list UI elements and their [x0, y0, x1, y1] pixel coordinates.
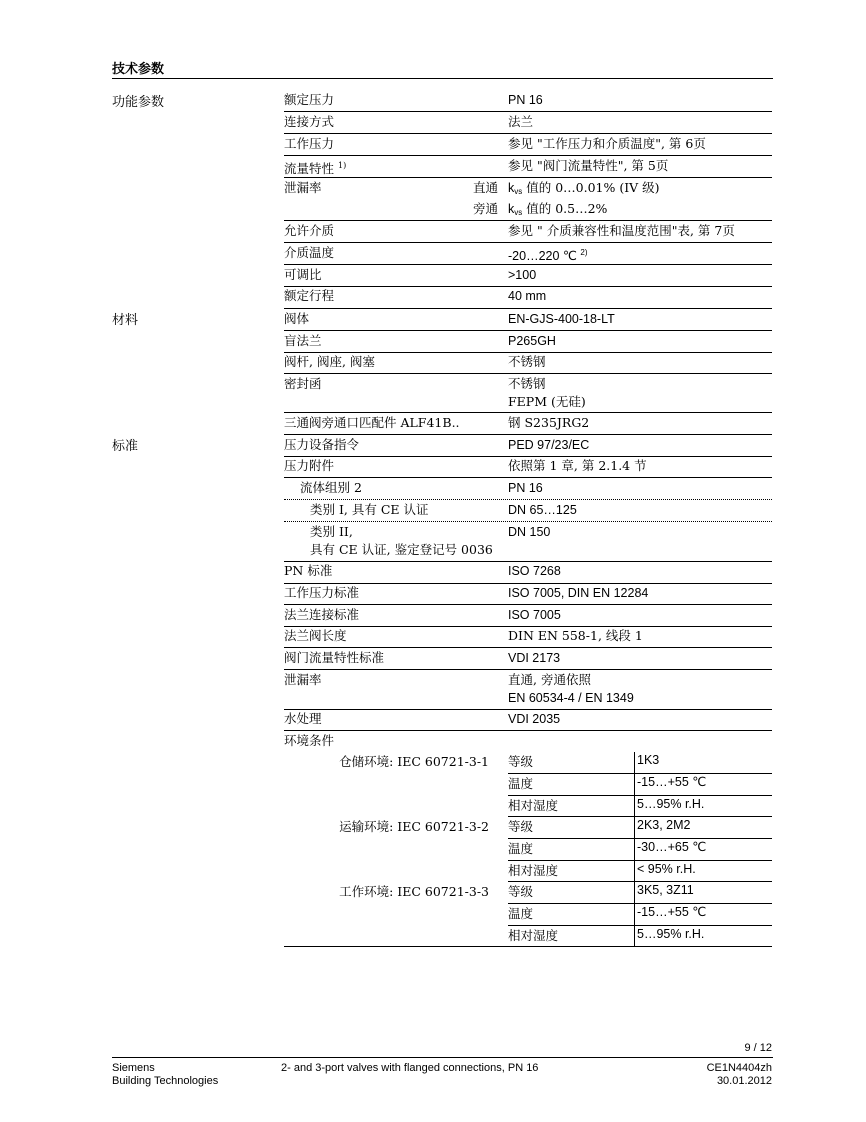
- env-param: 温度: [508, 776, 534, 791]
- env-param: 温度: [508, 906, 534, 921]
- category-1-label: 类别 I, 具有 CE 认证: [310, 502, 429, 517]
- leakage-standard-value: 直通, 旁通依照: [508, 672, 591, 687]
- doc-id: CE1N4404zh: [706, 1062, 772, 1074]
- fluid-group-label: 流体组别 2: [300, 480, 362, 495]
- row-rule: [284, 264, 772, 265]
- gland-value-line2: FEPM (无硅): [508, 394, 586, 409]
- flow-characteristic-label: [284, 157, 346, 178]
- rated-pressure-label: 额定压力: [284, 92, 335, 107]
- bypass-fitting-label: 三通阀旁通口匹配件 ALF41B..: [284, 415, 460, 430]
- gland-value: 不锈钢: [508, 376, 546, 391]
- footer-rule: [112, 1057, 773, 1058]
- section-standards: 标准: [112, 439, 139, 454]
- row-rule: [284, 155, 772, 156]
- env-value: 2K3, 2M2: [637, 818, 691, 832]
- env-group-transport: 运输环境: IEC 60721-3-2: [339, 819, 489, 834]
- water-treatment-value: VDI 2035: [508, 712, 561, 726]
- flow-standard-label: 阀门流量特性标准: [284, 650, 385, 665]
- row-rule: [284, 133, 772, 134]
- pn-standard-value: ISO 7268: [508, 564, 561, 578]
- env-value: 5…95% r.H.: [637, 927, 705, 941]
- page-heading: 技术参数: [112, 62, 165, 77]
- kvs-k: k: [508, 181, 515, 195]
- leakage-bypass-value: [508, 200, 607, 222]
- category-2-label-line2: 具有 CE 认证, 鉴定登记号 0036: [310, 542, 493, 557]
- heading-rule: [112, 78, 773, 79]
- row-rule: [284, 330, 772, 331]
- kvs-sub: vs: [514, 187, 523, 196]
- row-rule: [284, 177, 772, 178]
- table-bottom-rule: [284, 946, 772, 947]
- row-rule-dotted: [284, 499, 772, 500]
- working-pressure-label: 工作压力: [284, 136, 335, 151]
- working-pressure-standard-label: 工作压力标准: [284, 585, 360, 600]
- section-rule: [284, 308, 772, 309]
- rangeability-label: 可调比: [284, 267, 322, 282]
- leakage-straight-text: 值的 0…0.01% (IV 级): [522, 180, 660, 195]
- rangeability-value: >100: [508, 268, 537, 282]
- kvs-sub: vs: [514, 208, 523, 217]
- env-value: -15…+55 ℃: [637, 775, 707, 789]
- category-2-value: DN 150: [508, 525, 551, 539]
- env-value: -15…+55 ℃: [637, 905, 707, 919]
- kvs-k: k: [508, 202, 515, 216]
- leakage-bypass-text: 值的 0.5…2%: [522, 201, 608, 216]
- env-value: -30…+65 ℃: [637, 840, 707, 854]
- working-pressure-value: 参见 "工作压力和介质温度", 第 6页: [508, 136, 706, 151]
- body-label: 阀体: [284, 311, 310, 326]
- medium-temp-value: [508, 244, 588, 265]
- leakage-straight-value: [508, 179, 660, 201]
- page-number: 9 / 12: [744, 1042, 772, 1054]
- row-rule: [284, 669, 772, 670]
- body-value: EN-GJS-400-18-LT: [508, 312, 615, 326]
- env-value: 5…95% r.H.: [637, 797, 705, 811]
- leakage-standard-label: 泄漏率: [284, 672, 322, 687]
- env-param: 等级: [508, 754, 534, 769]
- leakage-straight-label: 直通: [472, 180, 498, 195]
- row-rule: [284, 730, 772, 731]
- medium-label: 允许介质: [284, 223, 335, 238]
- blind-flange-label: 盲法兰: [284, 333, 322, 348]
- env-param: 相对湿度: [508, 928, 559, 943]
- row-rule-dotted: [284, 521, 772, 522]
- leakage-label: 泄漏率: [284, 180, 322, 195]
- env-value: 1K3: [637, 753, 660, 767]
- env-param: 等级: [508, 884, 534, 899]
- section-functional: 功能参数: [112, 95, 165, 110]
- flange-standard-label: 法兰连接标准: [284, 607, 360, 622]
- env-param: 温度: [508, 841, 534, 856]
- connection-value: 法兰: [508, 114, 534, 129]
- stem-value: 不锈钢: [508, 354, 546, 369]
- section-materials: 材料: [112, 313, 139, 328]
- flow-standard-value: VDI 2173: [508, 651, 561, 665]
- connection-label: 连接方式: [284, 114, 335, 129]
- flange-standard-value: ISO 7005: [508, 608, 561, 622]
- category-2-label: 类别 II,: [310, 524, 353, 539]
- row-rule: [284, 220, 772, 221]
- ped-label: 压力设备指令: [284, 437, 360, 452]
- face-to-face-label: 法兰阀长度: [284, 628, 347, 643]
- footer-doc-info: [707, 1062, 772, 1088]
- pressure-accessory-label: 压力附件: [284, 458, 335, 473]
- stroke-value: 40 mm: [508, 289, 547, 303]
- env-group-operation: 工作环境: IEC 60721-3-3: [339, 884, 489, 899]
- flow-characteristic-value: 参见 "阀门流量特性", 第 5页: [508, 158, 669, 173]
- medium-temp-text: -20…220 ℃: [508, 249, 577, 263]
- stroke-label: 额定行程: [284, 288, 335, 303]
- row-rule: [284, 412, 772, 413]
- blind-flange-value: P265GH: [508, 334, 556, 348]
- doc-date: 30.01.2012: [716, 1075, 772, 1087]
- gland-label: 密封函: [284, 376, 322, 391]
- footer-company: [112, 1062, 218, 1088]
- company-division: Building Technologies: [112, 1075, 219, 1087]
- leakage-standard-value-line2: EN 60534-4 / EN 1349: [508, 691, 634, 705]
- row-rule: [284, 647, 772, 648]
- footer-doc-title: 2- and 3-port valves with flanged connections, PN 16: [281, 1062, 539, 1074]
- stem-label: 阀杆, 阀座, 阀塞: [284, 354, 375, 369]
- footnote-mark: 2): [580, 248, 588, 257]
- rated-pressure-value: PN 16: [508, 93, 543, 107]
- face-to-face-value: DIN EN 558-1, 线段 1: [508, 628, 643, 643]
- leakage-bypass-label: 旁通: [472, 201, 498, 216]
- medium-temp-label: 介质温度: [284, 245, 335, 260]
- company-name: Siemens: [112, 1062, 155, 1074]
- bypass-fitting-value: 钢 S235JRG2: [508, 415, 590, 430]
- medium-value: 参见 " 介质兼容性和温度范围"表, 第 7页: [508, 223, 735, 238]
- pressure-accessory-value: 依照第 1 章, 第 2.1.4 节: [508, 458, 647, 473]
- environment-label: 环境条件: [284, 733, 335, 748]
- env-param: 等级: [508, 819, 534, 834]
- row-rule: [284, 242, 772, 243]
- env-column-divider: [634, 752, 635, 946]
- category-1-value: DN 65…125: [508, 503, 577, 517]
- fluid-group-value: PN 16: [508, 481, 543, 495]
- working-pressure-standard-value: ISO 7005, DIN EN 12284: [508, 586, 649, 600]
- env-param: 相对湿度: [508, 863, 559, 878]
- env-value: 3K5, 3Z11: [637, 883, 694, 897]
- flow-characteristic-text: 流量特性: [284, 161, 335, 176]
- env-group-storage: 仓储环境: IEC 60721-3-1: [339, 754, 489, 769]
- row-rule: [284, 604, 772, 605]
- row-rule: [284, 477, 772, 478]
- row-rule: [284, 373, 772, 374]
- footnote-mark: 1): [338, 161, 347, 170]
- env-value: < 95% r.H.: [637, 862, 696, 876]
- pn-standard-label: PN 标准: [284, 563, 333, 578]
- water-treatment-label: 水处理: [284, 711, 322, 726]
- section-rule: [284, 434, 772, 435]
- row-rule: [284, 111, 772, 112]
- ped-value: PED 97/23/EC: [508, 438, 590, 452]
- env-param: 相对湿度: [508, 798, 559, 813]
